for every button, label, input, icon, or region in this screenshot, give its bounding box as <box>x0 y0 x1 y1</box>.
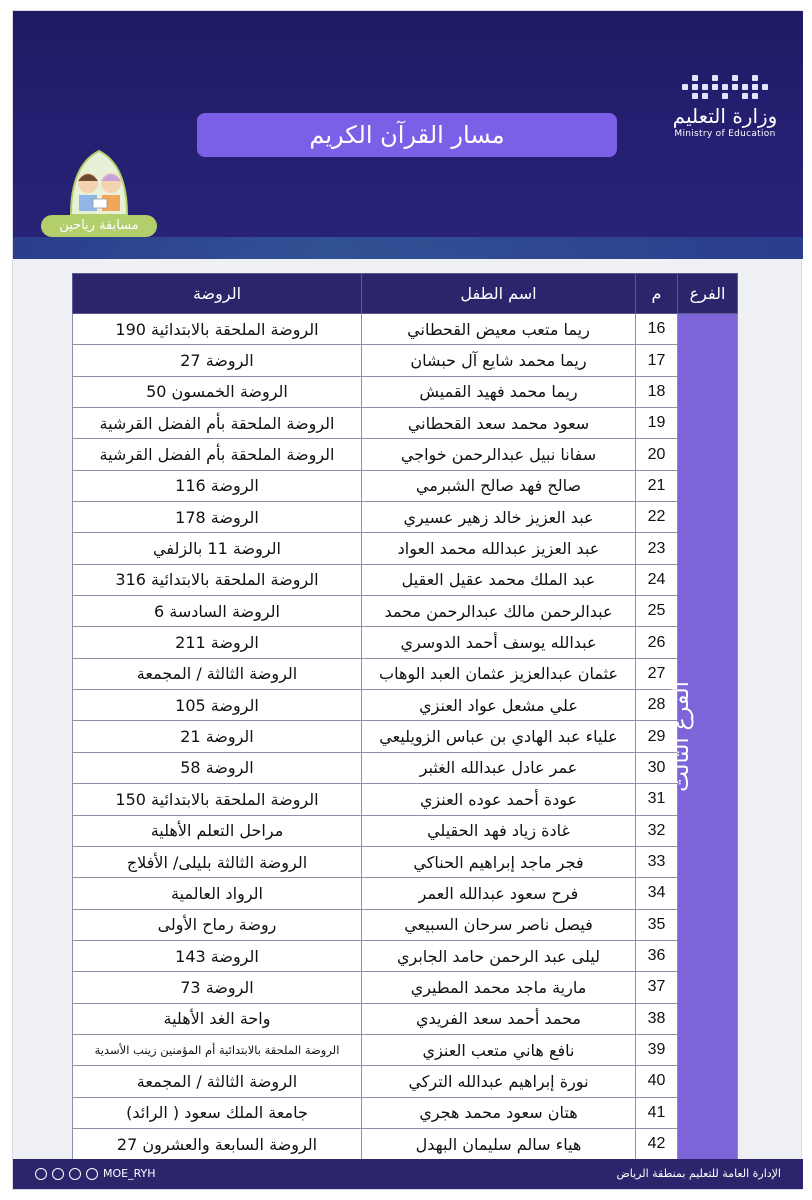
table-row <box>73 940 738 971</box>
school-name: الروضة 178 <box>73 502 362 533</box>
branch-cell <box>669 314 738 1160</box>
child-name: علي مشعل عواد العنزي <box>362 690 636 721</box>
row-number: 20 <box>636 439 678 470</box>
child-name: نافع هاني متعب العنزي <box>362 1034 636 1065</box>
row-number: 37 <box>636 972 678 1003</box>
school-name: الروضة السابعة والعشرون 27 <box>73 1128 362 1159</box>
row-number: 23 <box>636 533 678 564</box>
table-row <box>73 1128 738 1159</box>
table-row <box>73 564 738 595</box>
competition-logo <box>41 145 157 243</box>
table-row <box>73 408 738 439</box>
school-name: روضة رماح الأولى <box>73 909 362 940</box>
table-body <box>73 314 738 1160</box>
school-name: الروضة 211 <box>73 627 362 658</box>
school-name: الرواد العالمية <box>73 878 362 909</box>
child-name: سعود محمد سعد القحطاني <box>362 408 636 439</box>
social-links <box>35 1167 156 1180</box>
page-title: مسار القرآن الكريم <box>197 113 617 157</box>
child-name: عبد الملك محمد عقيل العقيل <box>362 564 636 595</box>
table-row <box>73 627 738 658</box>
child-name: ريما متعب معيض القحطاني <box>362 314 636 345</box>
competition-badge: مسابقة رياحين <box>41 215 157 237</box>
school-name: الروضة 143 <box>73 940 362 971</box>
row-number: 41 <box>636 1097 678 1128</box>
child-name: عبدالرحمن مالك عبدالرحمن محمد <box>362 596 636 627</box>
table-row <box>73 376 738 407</box>
school-name: الروضة الملحقة بأم الفضل القرشية <box>73 439 362 470</box>
child-name: هتان سعود محمد هجري <box>362 1097 636 1128</box>
school-name: الروضة 116 <box>73 470 362 501</box>
school-name: الروضة الملحقة بالابتدائية 316 <box>73 564 362 595</box>
row-number: 28 <box>636 690 678 721</box>
table-row <box>73 909 738 940</box>
department-name: الإدارة العامة للتعليم بمنطقة الرياض <box>616 1167 781 1180</box>
child-name: محمد أحمد سعد الفريدي <box>362 1003 636 1034</box>
child-name: فجر ماجد إبراهيم الحناكي <box>362 846 636 877</box>
child-name: عبد العزيز عبدالله محمد العواد <box>362 533 636 564</box>
ministry-logo <box>665 75 785 167</box>
row-number: 19 <box>636 408 678 439</box>
row-number: 26 <box>636 627 678 658</box>
child-name: نورة إبراهيم عبدالله التركي <box>362 1066 636 1097</box>
school-name: الروضة الملحقة بالابتدائية أم المؤمنين زينب الأسدية <box>73 1034 362 1065</box>
school-name: الروضة الملحقة بالابتدائية 150 <box>73 784 362 815</box>
document-page <box>12 10 802 1190</box>
row-number: 36 <box>636 940 678 971</box>
school-name: مراحل التعلم الأهلية <box>73 815 362 846</box>
header-banner <box>13 11 803 259</box>
school-name: الروضة 58 <box>73 752 362 783</box>
school-name: الروضة الثالثة / المجمعة <box>73 658 362 689</box>
child-name: علياء عبد الهادي بن عباس الزويليعي <box>362 721 636 752</box>
ministry-name-ar: وزارة التعليم <box>672 104 778 128</box>
school-name: الروضة الثالثة / المجمعة <box>73 1066 362 1097</box>
table-row <box>73 596 738 627</box>
table-row <box>73 1034 738 1065</box>
row-number: 31 <box>636 784 678 815</box>
child-name: عبد العزيز خالد زهير عسيري <box>362 502 636 533</box>
child-name: هياء سالم سليمان البهدل <box>362 1128 636 1159</box>
child-name: مارية ماجد محمد المطيري <box>362 972 636 1003</box>
row-number: 40 <box>636 1066 678 1097</box>
results-table <box>72 273 738 1160</box>
table-row <box>73 972 738 1003</box>
child-name: سفانا نبيل عبدالرحمن خواجي <box>362 439 636 470</box>
child-name: ريما محمد شايع آل حبشان <box>362 345 636 376</box>
table-row <box>73 314 738 345</box>
row-number: 22 <box>636 502 678 533</box>
school-name: الروضة الملحقة بأم الفضل القرشية <box>73 408 362 439</box>
school-name: الروضة 21 <box>73 721 362 752</box>
table-row <box>73 846 738 877</box>
row-number: 34 <box>636 878 678 909</box>
row-number: 17 <box>636 345 678 376</box>
table-row <box>73 345 738 376</box>
header-branch: الفرع <box>678 274 738 314</box>
child-name: فيصل ناصر سرحان السبيعي <box>362 909 636 940</box>
instagram-icon[interactable] <box>35 1168 47 1180</box>
results-table-wrapper <box>73 273 738 1160</box>
school-name: الروضة الثالثة بليلى/ الأفلاج <box>73 846 362 877</box>
table-row <box>73 752 738 783</box>
table-header-row <box>73 274 738 314</box>
school-name: الروضة السادسة 6 <box>73 596 362 627</box>
child-name: عثمان عبدالعزيز عثمان العبد الوهاب <box>362 658 636 689</box>
row-number: 38 <box>636 1003 678 1034</box>
header-name: اسم الطفل <box>362 274 636 314</box>
table-row <box>73 533 738 564</box>
school-name: الروضة 27 <box>73 345 362 376</box>
row-number: 39 <box>636 1034 678 1065</box>
table-row <box>73 1003 738 1034</box>
youtube-icon[interactable] <box>52 1168 64 1180</box>
table-row <box>73 690 738 721</box>
school-name: الروضة 105 <box>73 690 362 721</box>
table-row <box>73 784 738 815</box>
table-row <box>73 658 738 689</box>
kids-reading-icon <box>41 145 157 217</box>
child-name: عودة أحمد عوده العنزي <box>362 784 636 815</box>
table-row <box>73 1066 738 1097</box>
school-name: الروضة 11 بالزلفي <box>73 533 362 564</box>
branch-label: الفرع الثالث <box>669 681 695 792</box>
row-number: 21 <box>636 470 678 501</box>
table-row <box>73 1097 738 1128</box>
row-number: 35 <box>636 909 678 940</box>
school-name: الروضة الملحقة بالابتدائية 190 <box>73 314 362 345</box>
child-name: ريما محمد فهيد القميش <box>362 376 636 407</box>
ministry-name-en: Ministry of Education <box>674 129 776 139</box>
row-number: 30 <box>636 752 678 783</box>
child-name: ليلى عبد الرحمن حامد الجابري <box>362 940 636 971</box>
school-name: الروضة الخمسون 50 <box>73 376 362 407</box>
school-name: الروضة 73 <box>73 972 362 1003</box>
child-name: صالح فهد صالح الشبرمي <box>362 470 636 501</box>
child-name: غادة زياد فهد الحقيلي <box>362 815 636 846</box>
row-number: 18 <box>636 376 678 407</box>
table-row <box>73 470 738 501</box>
x-icon[interactable] <box>86 1168 98 1180</box>
table-row <box>73 878 738 909</box>
row-number: 16 <box>636 314 678 345</box>
school-name: واحة الغد الأهلية <box>73 1003 362 1034</box>
row-number: 25 <box>636 596 678 627</box>
table-row <box>73 815 738 846</box>
header-school: الروضة <box>73 274 362 314</box>
row-number: 32 <box>636 815 678 846</box>
child-name: عمر عادل عبدالله الغثبر <box>362 752 636 783</box>
child-name: عبدالله يوسف أحمد الدوسري <box>362 627 636 658</box>
header-num: م <box>636 274 678 314</box>
table-row <box>73 502 738 533</box>
row-number: 27 <box>636 658 678 689</box>
row-number: 33 <box>636 846 678 877</box>
social-handle: MOE_RYH <box>103 1167 156 1180</box>
table-row <box>73 439 738 470</box>
school-name: جامعة الملك سعود ( الرائد) <box>73 1097 362 1128</box>
child-name: فرح سعود عبدالله العمر <box>362 878 636 909</box>
ministry-dots-icon <box>665 75 785 99</box>
footer-bar <box>13 1159 803 1189</box>
snapchat-icon[interactable] <box>69 1168 81 1180</box>
row-number: 24 <box>636 564 678 595</box>
row-number: 42 <box>636 1128 678 1159</box>
